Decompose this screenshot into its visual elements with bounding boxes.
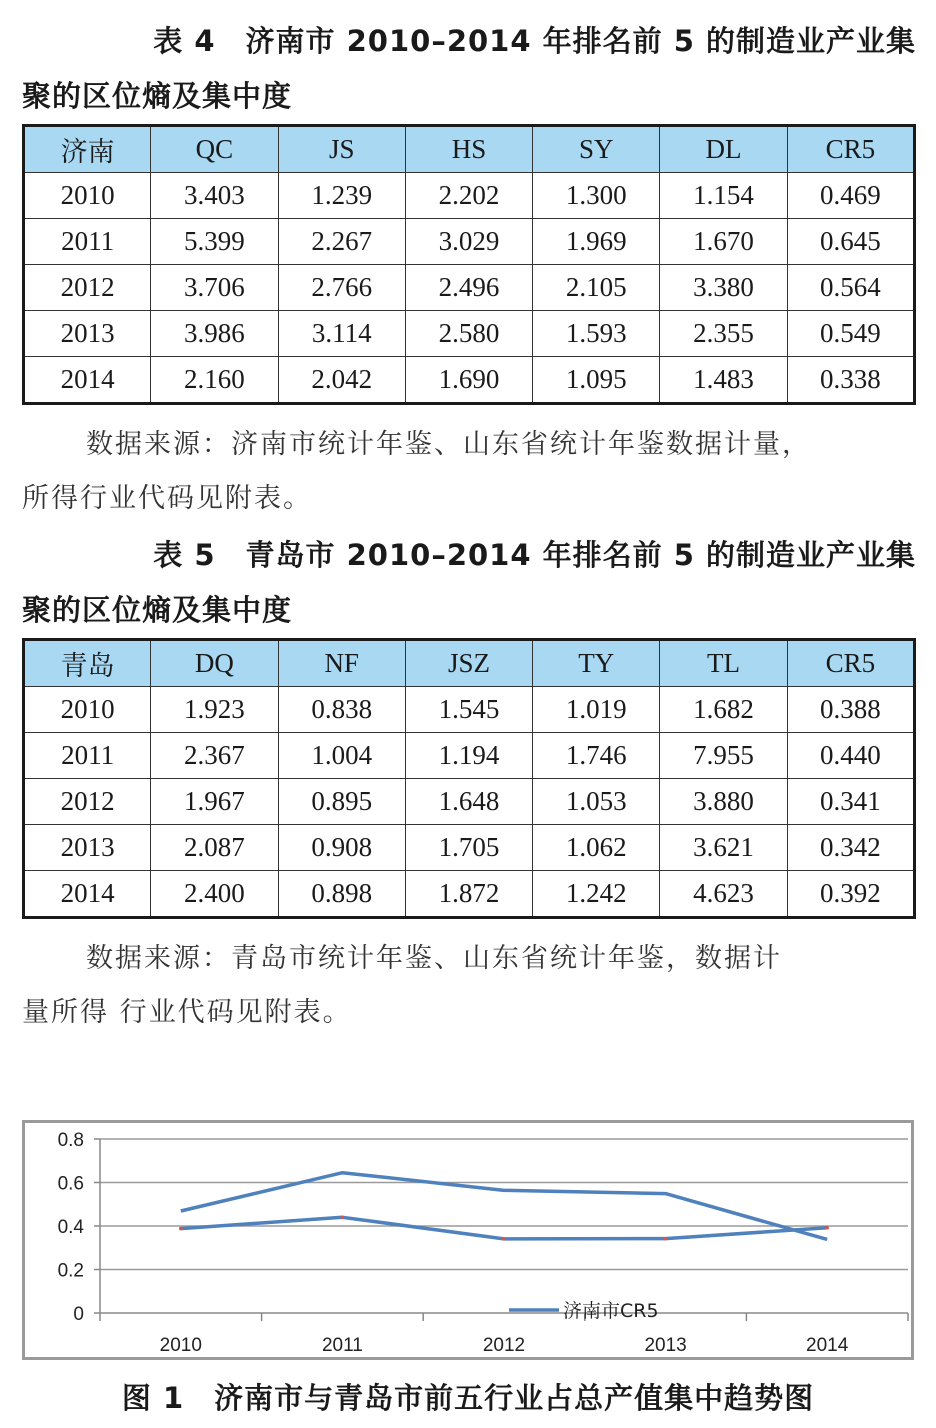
x-tick-label: 2013 bbox=[644, 1335, 687, 1356]
x-tick-label: 2010 bbox=[159, 1335, 202, 1356]
value-cell: 5.399 bbox=[151, 219, 278, 265]
table-row bbox=[24, 357, 915, 404]
table5-header-tl: TL bbox=[660, 640, 787, 687]
chart-frame bbox=[22, 1120, 914, 1360]
value-cell: 1.019 bbox=[533, 687, 660, 733]
table-row bbox=[24, 733, 915, 779]
value-cell: 0.895 bbox=[278, 779, 405, 825]
value-cell: 0.898 bbox=[278, 871, 405, 918]
value-cell: 1.545 bbox=[405, 687, 532, 733]
table5-note bbox=[22, 932, 922, 1040]
table4-header-cr5: CR5 bbox=[787, 126, 914, 173]
value-cell: 0.338 bbox=[787, 357, 914, 404]
value-cell: 2.160 bbox=[151, 357, 278, 404]
table5-note-line2: 量所得 行业代码见附表。 bbox=[22, 997, 352, 1028]
table4-header-js: JS bbox=[278, 126, 405, 173]
table5-note-line1: 数据来源：青岛市统计年鉴、山东省统计年鉴，数据计 bbox=[86, 943, 782, 974]
value-cell: 0.342 bbox=[787, 825, 914, 871]
value-cell: 0.388 bbox=[787, 687, 914, 733]
cr5-line-chart bbox=[25, 1123, 911, 1357]
value-cell: 0.392 bbox=[787, 871, 914, 918]
table4 bbox=[22, 124, 916, 405]
value-cell: 1.682 bbox=[660, 687, 787, 733]
table-row bbox=[24, 871, 915, 918]
y-tick-label: 0 bbox=[73, 1304, 84, 1325]
table4-note-line1: 数据来源：济南市统计年鉴、山东省统计年鉴数据计量， bbox=[86, 429, 811, 460]
table5-caption-line1: 表 5 青岛市 2010–2014 年排名前 5 的制造业产业集 bbox=[153, 538, 916, 572]
table4-note bbox=[22, 418, 922, 526]
table5-header-city: 青岛 bbox=[24, 640, 151, 687]
data-point-marker bbox=[179, 1227, 183, 1231]
table-row bbox=[24, 219, 915, 265]
value-cell: 0.908 bbox=[278, 825, 405, 871]
value-cell: 2.087 bbox=[151, 825, 278, 871]
year-cell: 2011 bbox=[24, 733, 151, 779]
year-cell: 2014 bbox=[24, 357, 151, 404]
value-cell: 2.367 bbox=[151, 733, 278, 779]
data-point-marker bbox=[825, 1226, 829, 1230]
value-cell: 1.004 bbox=[278, 733, 405, 779]
value-cell: 1.242 bbox=[533, 871, 660, 918]
value-cell: 4.623 bbox=[660, 871, 787, 918]
x-tick-label: 2011 bbox=[321, 1335, 363, 1356]
value-cell: 3.114 bbox=[278, 311, 405, 357]
value-cell: 1.705 bbox=[405, 825, 532, 871]
table5-header-row bbox=[24, 640, 915, 687]
table4-caption-line2: 聚的区位熵及集中度 bbox=[22, 79, 293, 113]
table4-caption-line1: 表 4 济南市 2010–2014 年排名前 5 的制造业产业集 bbox=[153, 24, 916, 58]
year-cell: 2014 bbox=[24, 871, 151, 918]
table4-header-city: 济南 bbox=[24, 126, 151, 173]
value-cell: 3.986 bbox=[151, 311, 278, 357]
value-cell: 3.621 bbox=[660, 825, 787, 871]
table4-note-line2: 所得行业代码见附表。 bbox=[22, 483, 312, 514]
y-tick-label: 0.8 bbox=[57, 1130, 84, 1151]
value-cell: 3.029 bbox=[405, 219, 532, 265]
value-cell: 1.154 bbox=[660, 173, 787, 219]
legend-label: 济南市CR5 bbox=[563, 1300, 659, 1322]
table5-header-cr5: CR5 bbox=[787, 640, 914, 687]
table5-header-jsz: JSZ bbox=[405, 640, 532, 687]
value-cell: 2.202 bbox=[405, 173, 532, 219]
table4-header-hs: HS bbox=[405, 126, 532, 173]
value-cell: 3.880 bbox=[660, 779, 787, 825]
value-cell: 1.062 bbox=[533, 825, 660, 871]
table-row bbox=[24, 311, 915, 357]
value-cell: 1.967 bbox=[151, 779, 278, 825]
table4-header-dl: DL bbox=[660, 126, 787, 173]
value-cell: 0.440 bbox=[787, 733, 914, 779]
value-cell: 0.469 bbox=[787, 173, 914, 219]
value-cell: 2.355 bbox=[660, 311, 787, 357]
year-cell: 2012 bbox=[24, 265, 151, 311]
value-cell: 0.549 bbox=[787, 311, 914, 357]
table-row bbox=[24, 173, 915, 219]
value-cell: 1.670 bbox=[660, 219, 787, 265]
year-cell: 2013 bbox=[24, 311, 151, 357]
value-cell: 2.496 bbox=[405, 265, 532, 311]
value-cell: 0.341 bbox=[787, 779, 914, 825]
x-tick-label: 2014 bbox=[806, 1335, 849, 1356]
value-cell: 1.969 bbox=[533, 219, 660, 265]
y-tick-label: 0.4 bbox=[57, 1217, 84, 1238]
value-cell: 0.838 bbox=[278, 687, 405, 733]
table4-header-sy: SY bbox=[533, 126, 660, 173]
value-cell: 3.403 bbox=[151, 173, 278, 219]
value-cell: 2.105 bbox=[533, 265, 660, 311]
table5-header-dq: DQ bbox=[151, 640, 278, 687]
table5 bbox=[22, 638, 916, 919]
value-cell: 0.645 bbox=[787, 219, 914, 265]
value-cell: 1.194 bbox=[405, 733, 532, 779]
value-cell: 1.690 bbox=[405, 357, 532, 404]
value-cell: 2.400 bbox=[151, 871, 278, 918]
table5-caption-line2: 聚的区位熵及集中度 bbox=[22, 593, 293, 627]
data-point-marker bbox=[664, 1237, 668, 1241]
value-cell: 3.706 bbox=[151, 265, 278, 311]
table-row bbox=[24, 687, 915, 733]
year-cell: 2010 bbox=[24, 173, 151, 219]
value-cell: 1.095 bbox=[533, 357, 660, 404]
value-cell: 1.923 bbox=[151, 687, 278, 733]
table5-header-ty: TY bbox=[533, 640, 660, 687]
data-point-marker bbox=[502, 1237, 506, 1241]
value-cell: 1.300 bbox=[533, 173, 660, 219]
year-cell: 2011 bbox=[24, 219, 151, 265]
year-cell: 2010 bbox=[24, 687, 151, 733]
value-cell: 1.746 bbox=[533, 733, 660, 779]
year-cell: 2012 bbox=[24, 779, 151, 825]
table5-header-nf: NF bbox=[278, 640, 405, 687]
value-cell: 1.239 bbox=[278, 173, 405, 219]
table5-caption bbox=[22, 528, 922, 638]
table4-caption bbox=[22, 14, 922, 124]
value-cell: 1.648 bbox=[405, 779, 532, 825]
figure-caption: 图 1 济南市与青岛市前五行业占总产值集中趋势图 bbox=[121, 1381, 815, 1415]
value-cell: 3.380 bbox=[660, 265, 787, 311]
value-cell: 2.267 bbox=[278, 219, 405, 265]
value-cell: 7.955 bbox=[660, 733, 787, 779]
value-cell: 1.872 bbox=[405, 871, 532, 918]
series-line-2 bbox=[181, 1217, 827, 1239]
year-cell: 2013 bbox=[24, 825, 151, 871]
value-cell: 1.483 bbox=[660, 357, 787, 404]
value-cell: 2.766 bbox=[278, 265, 405, 311]
y-tick-label: 0.2 bbox=[57, 1260, 84, 1282]
table-row bbox=[24, 825, 915, 871]
x-tick-label: 2012 bbox=[482, 1335, 526, 1356]
value-cell: 0.564 bbox=[787, 265, 914, 311]
value-cell: 1.053 bbox=[533, 779, 660, 825]
value-cell: 2.042 bbox=[278, 357, 405, 404]
table4-header-row bbox=[24, 126, 915, 173]
value-cell: 2.580 bbox=[405, 311, 532, 357]
y-tick-label: 0.6 bbox=[57, 1173, 84, 1195]
table-row bbox=[24, 779, 915, 825]
table4-header-qc: QC bbox=[151, 126, 278, 173]
data-point-marker bbox=[341, 1216, 345, 1220]
table-row bbox=[24, 265, 915, 311]
value-cell: 1.593 bbox=[533, 311, 660, 357]
